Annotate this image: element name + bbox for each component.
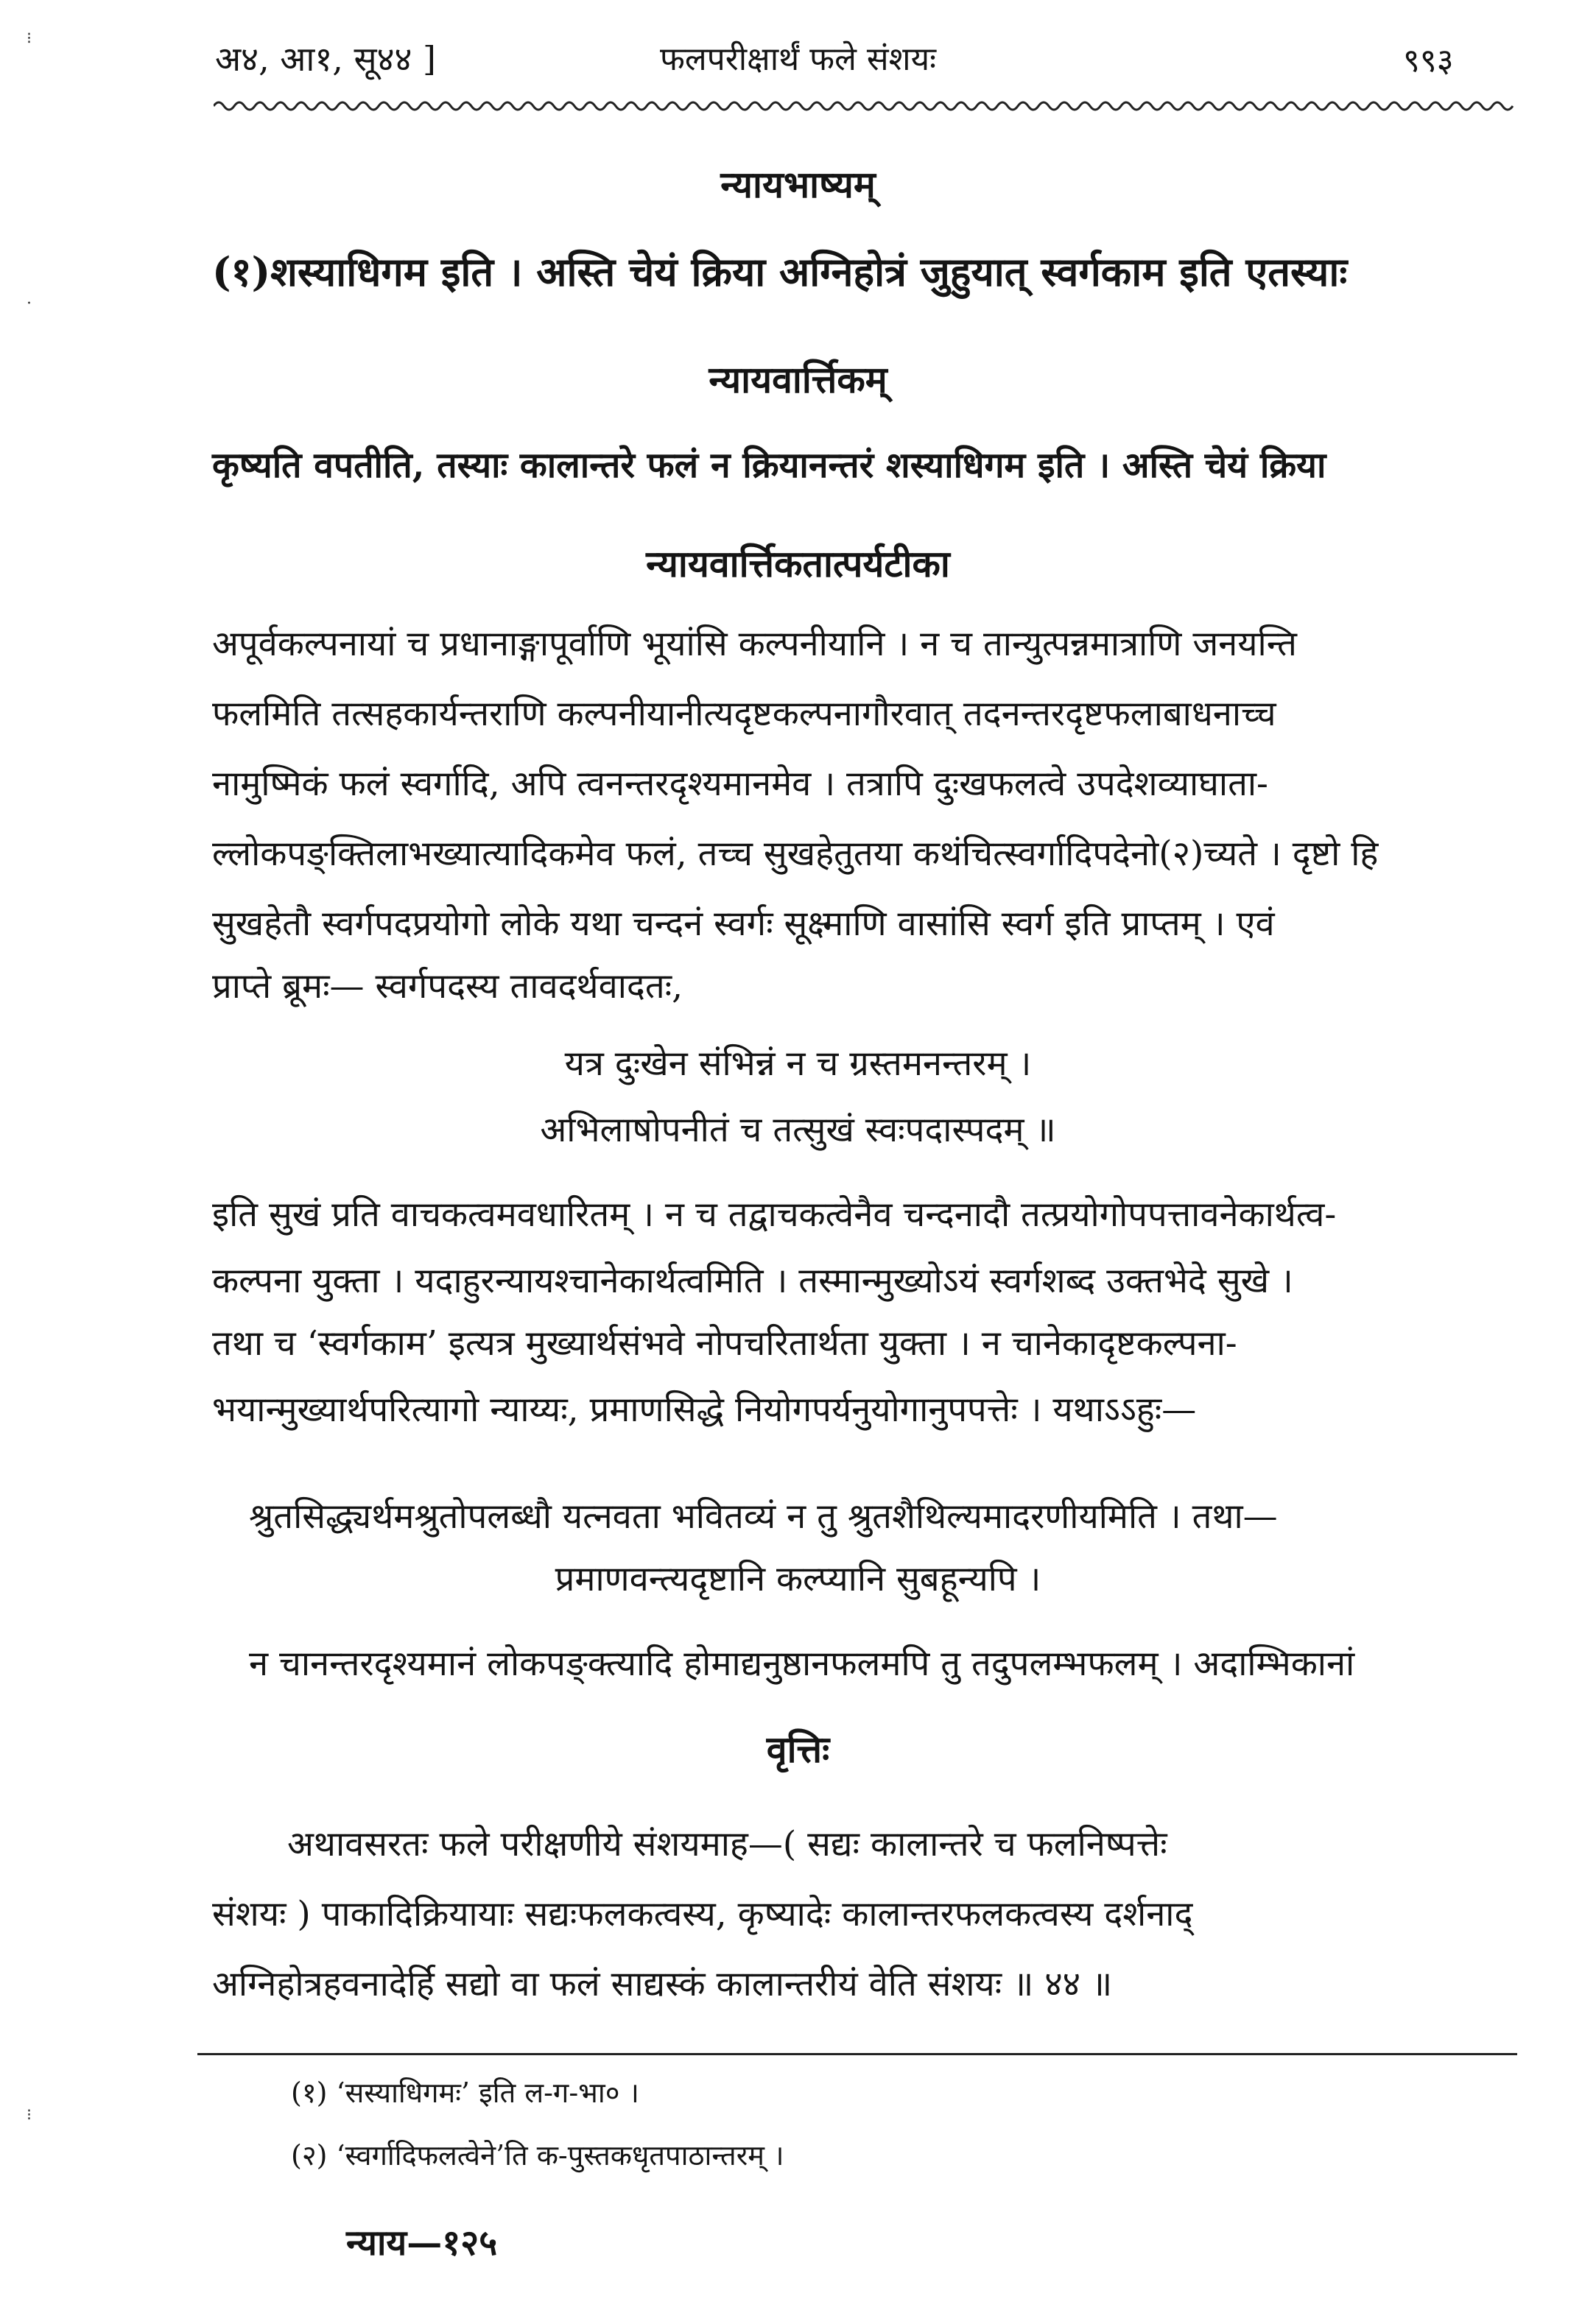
quote-line: प्रमाणवन्त्यदृष्टानि कल्प्यानि सुबहून्यपि । — [555, 1559, 1041, 1599]
margin-mark: ⁝ — [27, 2106, 32, 2124]
footnote-rule — [197, 2053, 1517, 2055]
tika-text-line: प्राप्ते ब्रूमः— स्वर्गपदस्य तावदर्थवादतः, — [212, 966, 683, 1007]
running-head-title: फलपरीक्षार्थं फले संशयः — [660, 41, 936, 78]
tika-heading: न्यायवार्त्तिकतात्पर्यटीका — [646, 542, 950, 585]
vritti-text-line: अथावसरतः फले परीक्षणीये संशयमाह—( सद्यः कालान्तरे च फलनिष्पत्तेः — [287, 1824, 1167, 1865]
tika-text-line: ल्लोकपङ्क्तिलाभख्यात्यादिकमेव फलं, तच्च सुखहेतुतया कथंचित्स्वर्गादिपदेनो(२)च्यते । दृष्टो हि — [212, 834, 1379, 874]
tika-text-line: इति सुखं प्रति वाचकत्वमवधारितम् । न च तद्वाचकत्वेनैव चन्दनादौ तत्प्रयोगोपपत्तावनेकार्थत्व- — [212, 1194, 1337, 1235]
footnote: (१) ‘सस्याधिगमः’ इति ल-ग-भा० । — [291, 2077, 639, 2109]
margin-mark: · — [27, 295, 32, 313]
tika-text-line: भयान्मुख्यार्थपरित्यागो न्याय्यः, प्रमाणसिद्धे नियोगपर्यनुयोगानुपपत्तेः । यथाऽऽहुः— — [212, 1390, 1197, 1430]
tika-text-line: अपूर्वकल्पनायां च प्रधानाङ्गापूर्वाणि भूयांसि कल्पनीयानि । न च तान्युत्पन्नमात्राणि जनयन्ति — [212, 624, 1297, 664]
tika-text-line: नामुष्मिकं फलं स्वर्गादि, अपि त्वनन्तरदृश्यमानमेव । तत्रापि दुःखफलत्वे उपदेशव्याघाता- — [212, 764, 1268, 804]
tika-text-line: कल्पना युक्ता । यदाहुरन्यायश्चानेकार्थत्वमिति । तस्मान्मुख्योऽयं स्वर्गशब्द उक्तभेदे सुखे । — [212, 1261, 1293, 1301]
signature-mark: न्याय—१२५ — [346, 2222, 498, 2264]
running-head-left: अ४, आ१, सू४४ ] — [215, 39, 436, 79]
verse-line: अभिलाषोपनीतं च तत्सुखं स्वःपदास्पदम् ॥ — [540, 1110, 1056, 1150]
vritti-text-line: अग्निहोत्रहवनादेर्हि सद्यो वा फलं साद्यस्कं कालान्तरीयं वेति संशयः ॥ ४४ ॥ — [212, 1964, 1113, 2004]
header-wavy-rule — [214, 97, 1517, 115]
footnote: (२) ‘स्वर्गादिफलत्वेने’ति क-पुस्तकधृतपाठान्तरम् । — [291, 2139, 784, 2172]
page-number: ९९३ — [1403, 42, 1454, 80]
tika-text-line: न चानन्तरदृश्यमानं लोकपङ्क्त्यादि होमाद्यनुष्ठानफलमपि तु तदुपलम्भफलम् । अदाम्भिकानां — [249, 1644, 1355, 1684]
margin-mark: ⁝ — [27, 29, 32, 48]
bhashya-heading: न्यायभाष्यम् — [720, 163, 876, 206]
tika-text-line: तथा च ‘स्वर्गकाम’ इत्यत्र मुख्यार्थसंभवे नोपचरितार्थता युक्ता । न चानेकादृष्टकल्पना- — [212, 1323, 1237, 1364]
vritti-heading: वृत्तिः — [766, 1728, 830, 1771]
quote-line: श्रुतसिद्ध्यर्थमश्रुतोपलब्धौ यत्नवता भवितव्यं न तु श्रुतशैथिल्यमादरणीयमिति । तथा— — [249, 1496, 1278, 1537]
vritti-text-line: संशयः ) पाकादिक्रियायाः सद्यःफलकत्वस्य, कृष्यादेः कालान्तरफलकत्वस्य दर्शनाद् — [212, 1894, 1193, 1934]
bhashya-text-line: (१)शस्याधिगम इति । अस्ति चेयं क्रिया अग्निहोत्रं जुहुयात् स्वर्गकाम इति एतस्याः — [212, 248, 1348, 295]
vartika-text-line: कृष्यति वपतीति, तस्याः कालान्तरे फलं न क्रियानन्तरं शस्याधिगम इति । अस्ति चेयं क्रिया — [212, 445, 1326, 486]
vartika-heading: न्यायवार्त्तिकम् — [709, 358, 887, 401]
tika-text-line: सुखहेतौ स्वर्गपदप्रयोगो लोके यथा चन्दनं स्वर्गः सूक्ष्माणि वासांसि स्वर्ग इति प्राप्तम् । एवं — [212, 904, 1275, 944]
tika-text-line: फलमिति तत्सहकार्यन्तराणि कल्पनीयानीत्यदृष्टकल्पनागौरवात् तदनन्तरदृष्टफलाबाधनाच्च — [212, 694, 1276, 734]
verse-line: यत्र दुःखेन संभिन्नं न च ग्रस्तमनन्तरम् । — [564, 1043, 1032, 1084]
